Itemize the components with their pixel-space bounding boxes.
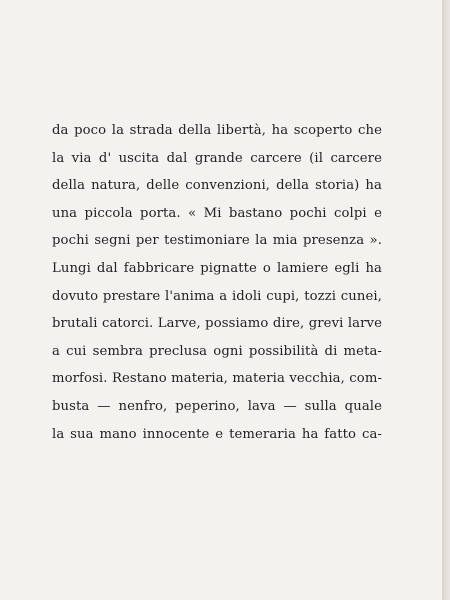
text-line-7: dovuto prestare l'anima a idoli cupi, tozzi cunei, (52, 288, 382, 304)
page-edge (442, 0, 450, 600)
text-line-8: brutali catorci. Larve, possiamo dire, grevi larve (52, 316, 382, 332)
text-line-6: Lungi dal fabbricare pignatte o lamiere egli ha (52, 260, 382, 276)
text-line-3: della natura, delle convenzioni, della storia) ha (52, 178, 382, 194)
text-line-2: la via d' uscita dal grande carcere (il carcere (52, 150, 382, 166)
text-line-1: da poco la strada della libertà, ha scoperto che (52, 123, 382, 138)
text-line-11: busta — nenfro, peperino, lava — sulla quale (52, 398, 382, 414)
page-text (52, 117, 382, 448)
text-line-9: a cui sembra preclusa ogni possibilità di meta- (52, 343, 382, 359)
text-line-10: morfosi. Restano materia, materia vecchia, com- (52, 371, 382, 387)
text-line-4: una piccola porta. « Mi bastano pochi colpi e (52, 205, 382, 221)
text-line-5: pochi segni per testimoniare la mia presenza ». (52, 233, 382, 249)
text-line-12: la sua mano innocente e temeraria ha fatto ca- (52, 426, 382, 442)
